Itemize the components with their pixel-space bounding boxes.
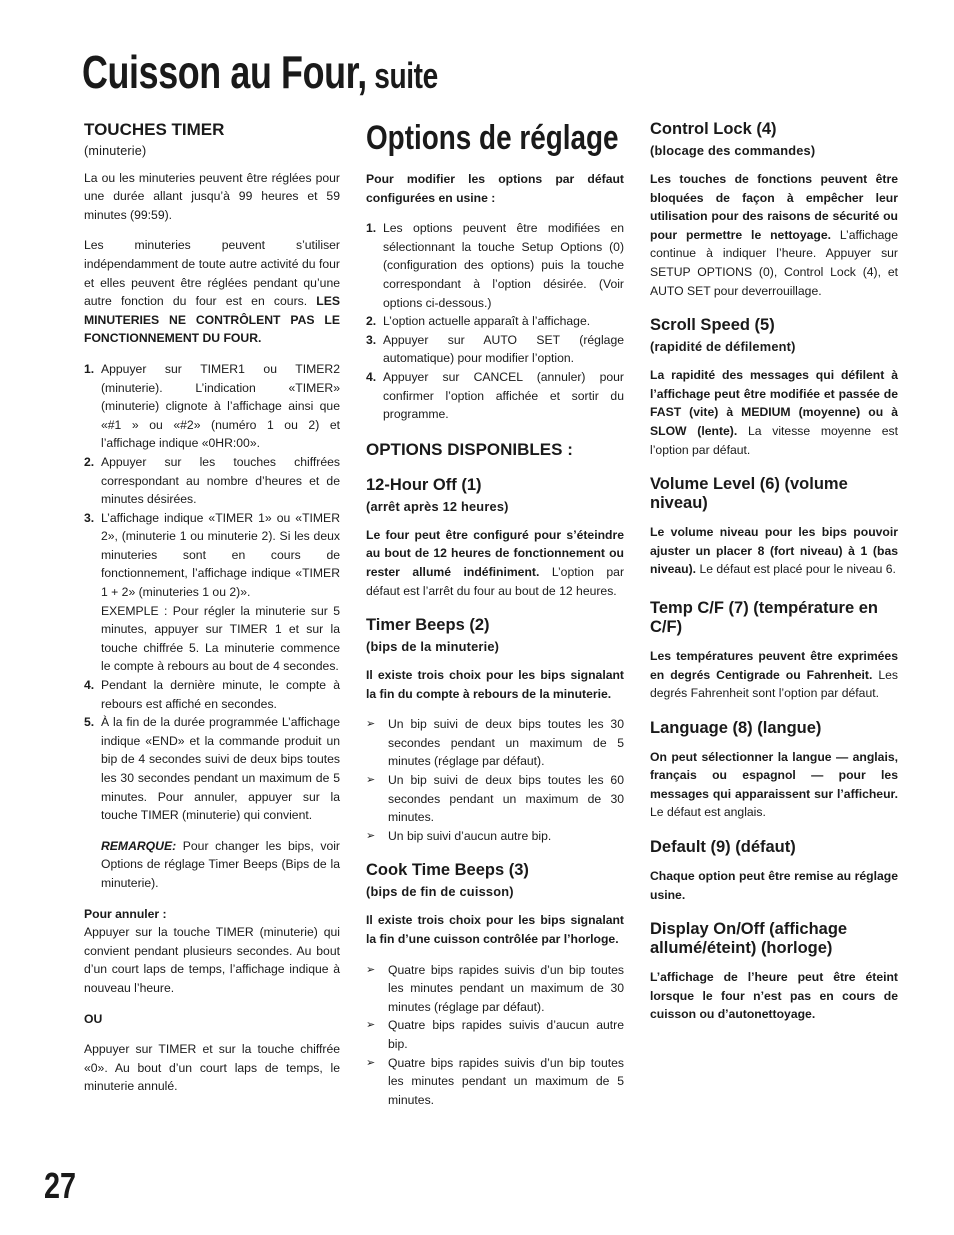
- option-default-title: Default (9) (défaut): [650, 838, 796, 857]
- or-label: OU: [84, 1011, 103, 1026]
- page-title: Cuisson au Four, suite: [82, 46, 438, 98]
- arrow-icon: ➢: [366, 774, 376, 787]
- arrow-icon: ➢: [366, 963, 376, 976]
- option-12-hour-off-title: 12-Hour Off (1): [366, 475, 482, 494]
- list-item: ➢ Un bip suivi d’aucun autre bip.: [366, 827, 624, 846]
- timer-remark: REMARQUE: Pour changer les bips, voir Options de réglage Timer Beeps (Bips de la minuterie).: [101, 838, 340, 890]
- list-item: 2. L’option actuelle apparaît à l’affichage.: [366, 314, 591, 329]
- timer-beeps-list: [366, 715, 624, 845]
- list-item: 5. À la fin de la durée programmée L’affichage indique «END» et la commande produit un bip de 4 secondes suivi de deux bips toutes les 30 secondes pendant un maximum de 5 minutes. Pour annuler, appuyer sur la touche TIMER (minuterie) qui convient.: [84, 715, 340, 823]
- list-item: 4. Pendant la dernière minute, le compte à rebours est affiché en secondes.: [84, 678, 340, 711]
- option-12-hour-off-subtitle: (arrêt après 12 heures): [366, 498, 509, 514]
- option-volume-level-text: Le volume niveau pour les bips pouvoir ajuster un placer 8 (fort niveau) à 1 (bas niveau). Le défaut est placé pour le niveau 6.: [650, 525, 898, 577]
- list-item: 3. Appuyer sur AUTO SET (réglage automatique) pour modifier l’option.: [366, 332, 624, 366]
- timer-subheading: (minuterie): [84, 144, 147, 158]
- option-temp-cf-title: Temp C/F (7) (température en C/F): [650, 598, 878, 636]
- option-control-lock-title: Control Lock (4): [650, 120, 777, 138]
- option-cook-time-beeps-title: Cook Time Beeps (3): [366, 861, 529, 880]
- option-temp-cf-text: Les températures peuvent être exprimées en degrés Centigrade ou Fahrenheit. Les degrés Fahrenheit sont l’option par défaut.: [650, 648, 898, 701]
- cancel-heading: Pour annuler :: [84, 906, 167, 921]
- list-item: ➢ Quatre bips rapides suivis d’un bip toutes les minutes pendant un maximum de 5 minutes.: [366, 1055, 624, 1107]
- option-control-lock-text: Les touches de fonctions peuvent être bloquées de façon à empêcher leur utilisation pour des raisons de sécurité ou pour permettre le nettoyage. L’affichage continue à indiquer l’heure. Appuyer sur SETUP OPTIONS (0), Control Lock (4), et AUTO SET pour deverrouillage.: [650, 172, 898, 298]
- list-item: 2. Appuyer sur les touches chiffrées correspondant au nombre d’heures et de minutes désirées.: [84, 454, 340, 507]
- column-more-options: [650, 120, 898, 1036]
- option-language-text: On peut sélectionner la langue — anglais, français ou espagnol — pour les messages qui apparaissent sur l’afficheur. Le défaut est anglais.: [650, 749, 898, 820]
- list-item: ➢ Quatre bips rapides suivis d’aucun autre bip.: [366, 1018, 624, 1051]
- option-control-lock-subtitle: (blocage des commandes): [650, 143, 816, 158]
- option-cook-time-beeps-text: Il existe trois choix pour les bips signalant la fin d’une cuisson contrôlée par l’horloge.: [366, 913, 624, 947]
- setup-options-heading: Options de réglage: [366, 119, 619, 157]
- list-item: ➢ Un bip suivi de deux bips toutes les 60 secondes pendant un maximum de 30 minutes.: [366, 773, 624, 825]
- option-scroll-speed-title: Scroll Speed (5): [650, 316, 775, 335]
- column-setup-options: [366, 120, 624, 1121]
- option-volume-level-title: Volume Level (6) (volume niveau): [650, 475, 848, 513]
- setup-intro: Pour modifier les options par défaut configurées en usine :: [366, 172, 624, 205]
- option-timer-beeps-subtitle: (bips de la minuterie): [366, 639, 500, 655]
- timer-steps: [84, 360, 340, 602]
- list-item: ➢ Un bip suivi de deux bips toutes les 30 secondes pendant un maximum de 5 minutes (réglage par défaut).: [366, 717, 624, 769]
- timer-intro: La ou les minuteries peuvent être réglées pour une durée allant jusqu’à 99 heures et 59 minutes (99:59).: [84, 170, 340, 222]
- cancel-alt-text: Appuyer sur TIMER et sur la touche chiffrée «0». Au bout d’un court laps de temps, le minuterie annulé.: [84, 1042, 340, 1094]
- arrow-icon: ➢: [366, 718, 376, 731]
- timer-heading: TOUCHES TIMER: [84, 120, 225, 139]
- setup-steps: [366, 219, 624, 424]
- timer-independent: Les minuteries peuvent s’utiliser indépendamment de toute autre activité du four et elles peuvent être réglées pendant qu’une autre fonction du four est en cours. LES MINUTERIES NE CONTRÔLENT PAS LE FONCTIONNEMENT DU FOUR.: [84, 238, 340, 346]
- list-item: 1. Appuyer sur TIMER1 ou TIMER2 (minuterie). L’indication «TIMER» (minuterie) clignote à l’affichage ainsi que «#1 » ou «#2» (numéro 1 ou 2) et l’affichage indique «0HR:00».: [84, 361, 340, 451]
- option-display-onoff-text: L’affichage de l’heure peut être éteint lorsque le four n’est pas en cours de cuisson ou d’autonettoyage.: [650, 970, 898, 1022]
- option-timer-beeps-title: Timer Beeps (2): [366, 616, 490, 635]
- cook-time-beeps-list: [366, 961, 624, 1110]
- available-options-heading: OPTIONS DISPONIBLES :: [366, 439, 573, 459]
- arrow-icon: ➢: [366, 829, 376, 842]
- page-title-suffix: suite: [366, 55, 438, 96]
- option-12-hour-off-text: Le four peut être configuré pour s’éteindre au bout de 12 heures de fonctionnement ou rester allumé indéfiniment. L’option par défaut est l’arrêt du four au bout de 12 heures.: [366, 527, 624, 598]
- list-item: 3. L’affichage indique «TIMER 1» ou «TIMER 2», (minuterie 1 ou minuterie 2). Si les deux minuteries sont en cours de fonctionnement, l’affichage indique «TIMER 1 + 2» (minuteries 1 ou 2)».: [84, 510, 340, 600]
- column-timer: [84, 120, 340, 1108]
- option-scroll-speed-text: La rapidité des messages qui défilent à l’affichage peut être modifiée et passée de FAST (vite) à MEDIUM (moyenne) ou à SLOW (lente). La vitesse moyenne est l’option par défaut.: [650, 368, 898, 457]
- arrow-icon: ➢: [366, 1056, 376, 1069]
- list-item: 4. Appuyer sur CANCEL (annuler) pour confirmer l’option affichée et sortir du programme.: [366, 369, 624, 422]
- cancel-text: Appuyer sur la touche TIMER (minuterie) qui convient pendant plusieurs secondes. Au bout d’un court laps de temps, l’affichage indique à nouveau l’heure.: [84, 925, 340, 995]
- list-item: 1. Les options peuvent être modifiées en sélectionnant la touche Setup Options (0) (configuration des options) puis la touche correspondant à l’option désirée. (Voir options ci-dessous.): [366, 221, 624, 310]
- option-cook-time-beeps-subtitle: (bips de fin de cuisson): [366, 884, 514, 900]
- list-item: ➢ Quatre bips rapides suivis d’un bip toutes les minutes pendant un maximum de 30 minutes (réglage par défaut).: [366, 962, 624, 1014]
- page-number: 27: [44, 1165, 77, 1206]
- timer-example: EXEMPLE : Pour régler la minuterie sur 5 minutes, appuyer sur TIMER 1 et sur la touche chiffrée 5. La minuterie commence le compte à rebours au bout de 4 secondes.: [101, 603, 340, 674]
- option-display-onoff-title: Display On/Off (affichage allumé/éteint) (horloge): [650, 920, 848, 958]
- option-default-text: Chaque option peut être remise au réglage usine.: [650, 869, 898, 902]
- option-language-title: Language (8) (langue): [650, 718, 822, 737]
- option-scroll-speed-subtitle: (rapidité de défilement): [650, 339, 796, 355]
- timer-steps-2: [84, 676, 340, 825]
- option-timer-beeps-text: Il existe trois choix pour les bips signalant la fin du compte à rebours de la minuterie.: [366, 668, 624, 701]
- arrow-icon: ➢: [366, 1019, 376, 1032]
